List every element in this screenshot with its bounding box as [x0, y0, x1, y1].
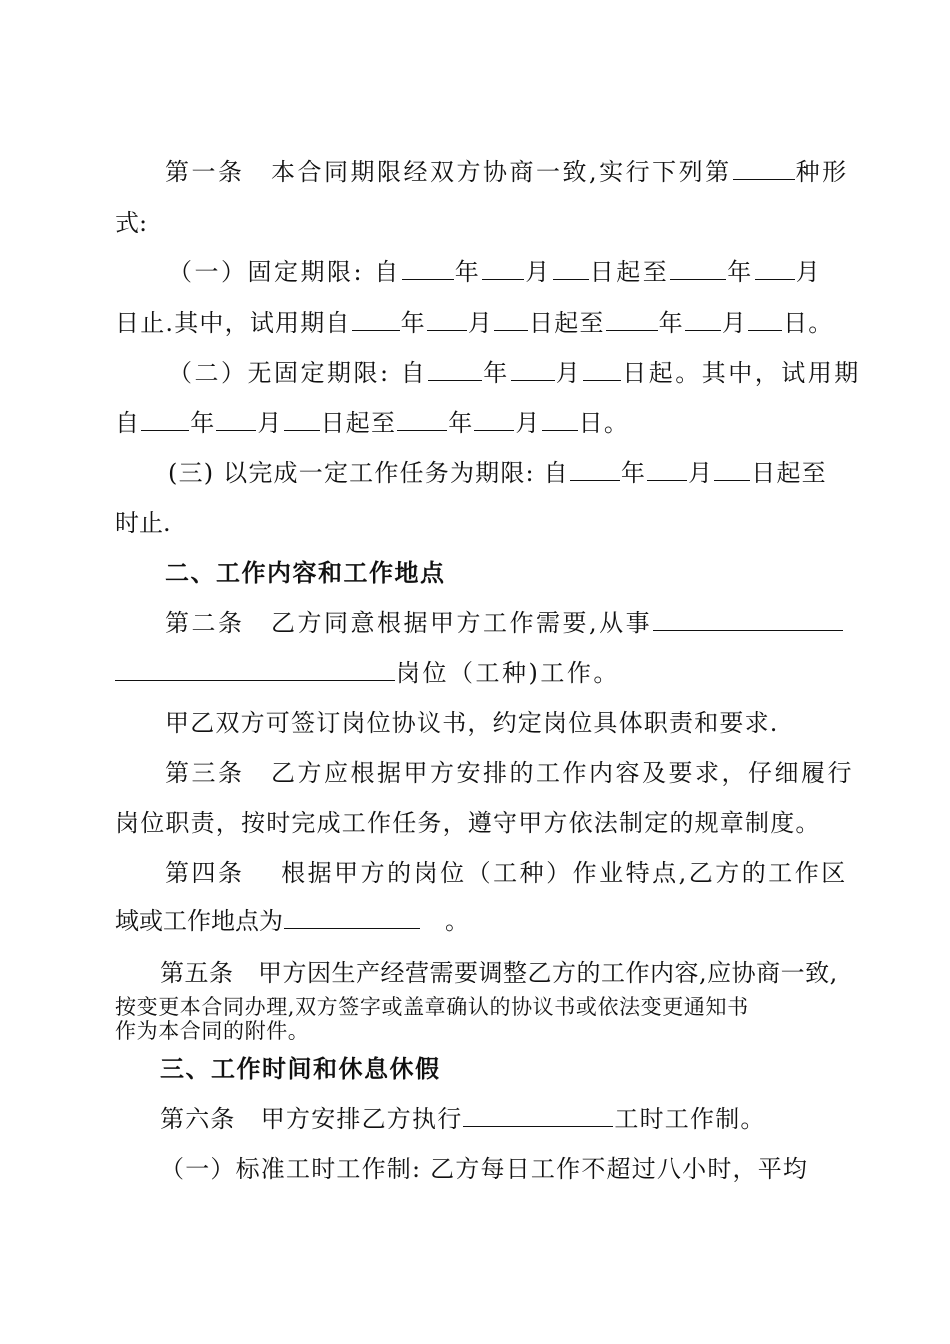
end-year-blank[interactable]	[670, 257, 726, 280]
open-probation-label: 日起。其中，试用期	[622, 359, 861, 387]
month-label: 月	[515, 409, 541, 437]
article-6-line-1	[160, 1104, 766, 1134]
open-probation-start-month-blank[interactable]	[216, 408, 256, 431]
article-4-line-2	[115, 906, 469, 936]
article-3-line-2: 岗位职责，按时完成工作任务，遵守甲方依法制定的规章制度。	[115, 809, 821, 837]
start-month-blank[interactable]	[482, 257, 524, 280]
article-1-line-2: 式:	[115, 209, 148, 237]
task-start-year-blank[interactable]	[570, 458, 620, 481]
article-5-line-2: 按变更本合同办理,双方签字或盖章确认的协议书或依法变更通知书	[115, 995, 749, 1019]
probation-start-day-blank[interactable]	[494, 308, 528, 331]
work-hours-system-blank[interactable]	[463, 1104, 613, 1127]
probation-label: 日止.其中，试用期自	[115, 309, 351, 337]
month-label: 月	[467, 309, 494, 337]
article-2-text-end: 岗位（工种)工作。	[396, 659, 620, 687]
year-label: 年	[727, 258, 754, 286]
day-to-label: 日起至	[589, 258, 670, 286]
fixed-term-label: （一）固定期限: 自	[168, 258, 401, 286]
task-start-day-blank[interactable]	[714, 458, 750, 481]
year-label: 年	[658, 309, 684, 337]
article-3-line-1: 第三条 乙方应根据甲方安排的工作内容及要求，仔细履行	[165, 759, 854, 787]
section-2-title: 二、工作内容和工作地点	[165, 559, 446, 587]
article-5-line-1: 第五条 甲方因生产经营需要调整乙方的工作内容,应协商一致,	[160, 959, 838, 987]
probation-end-day-blank[interactable]	[748, 308, 782, 331]
section-3-title: 三、工作时间和休息休假	[160, 1055, 441, 1083]
article-6-text: 第六条 甲方安排乙方执行	[160, 1105, 463, 1133]
month-label: 月	[555, 359, 583, 387]
open-probation-end-year-blank[interactable]	[397, 408, 447, 431]
article-4-line-1: 第四条 根据甲方的岗位（工种）作业特点,乙方的工作区	[165, 859, 848, 887]
year-label: 年	[400, 309, 426, 337]
form-count-blank[interactable]	[733, 157, 795, 180]
open-start-year-blank[interactable]	[428, 358, 482, 381]
probation-end-month-blank[interactable]	[685, 308, 721, 331]
article-5-line-3: 作为本合同的附件。	[115, 1019, 310, 1043]
agreement-note: 甲乙双方可签订岗位协议书，约定岗位具体职责和要求.	[165, 709, 779, 737]
start-day-blank[interactable]	[553, 257, 589, 280]
fixed-term-line-2	[115, 308, 833, 338]
month-label: 月	[688, 459, 714, 487]
task-term-label: (三) 以完成一定工作任务为期限: 自	[168, 459, 569, 487]
probation-end-year-blank[interactable]	[606, 308, 658, 331]
article-6-text-end: 工时工作制。	[614, 1105, 766, 1133]
day-to-label: 日起至	[320, 409, 397, 437]
article-4-text-end: 。	[445, 907, 469, 935]
open-term-line-2	[115, 408, 629, 438]
article-2-line-2	[115, 658, 620, 688]
article-2-text: 第二条 乙方同意根据甲方工作需要,从事	[165, 609, 653, 637]
month-label: 月	[721, 309, 748, 337]
work-location-blank[interactable]	[284, 906, 420, 929]
year-label: 年	[483, 359, 510, 387]
month-label: 月	[525, 258, 552, 286]
open-probation-start-year-blank[interactable]	[141, 408, 189, 431]
job-post-blank-2[interactable]	[115, 658, 395, 681]
probation-start-year-blank[interactable]	[352, 308, 400, 331]
start-year-blank[interactable]	[402, 257, 454, 280]
open-probation-start-day-blank[interactable]	[284, 408, 320, 431]
article-6-line-2: （一）标准工时工作制: 乙方每日工作不超过八小时，平均	[160, 1155, 809, 1183]
year-label: 年	[620, 459, 647, 487]
fixed-term-line-1	[168, 257, 822, 287]
open-probation-end-day-blank[interactable]	[542, 408, 578, 431]
open-probation-end-month-blank[interactable]	[474, 408, 514, 431]
day-label: 日。	[783, 309, 834, 337]
day-label: 日。	[578, 409, 630, 437]
open-start-day-blank[interactable]	[583, 358, 621, 381]
open-start-month-blank[interactable]	[511, 358, 555, 381]
open-term-line-1	[168, 358, 861, 388]
article-1-text-end: 种形	[795, 158, 849, 186]
day-to-label: 日起至	[751, 459, 827, 487]
year-label: 年	[190, 409, 216, 437]
article-4-text: 域或工作地点为	[115, 907, 283, 935]
month-label: 月	[795, 258, 823, 286]
month-label: 月	[257, 409, 283, 437]
probation-start-month-blank[interactable]	[427, 308, 467, 331]
year-label: 年	[454, 258, 482, 286]
article-1-line-1	[165, 157, 849, 187]
from-label: 自	[115, 409, 141, 437]
year-label: 年	[448, 409, 474, 437]
article-1-text: 第一条 本合同期限经双方协商一致,实行下列第	[165, 158, 732, 186]
end-month-blank[interactable]	[755, 257, 795, 280]
task-start-month-blank[interactable]	[647, 458, 687, 481]
task-term-line-2: 时止.	[115, 509, 171, 537]
job-post-blank-1[interactable]	[653, 608, 843, 631]
article-2-line-1	[165, 608, 844, 638]
task-term-line-1	[168, 458, 827, 488]
open-term-label: （二）无固定期限: 自	[168, 359, 428, 387]
day-to-label: 日起至	[529, 309, 605, 337]
